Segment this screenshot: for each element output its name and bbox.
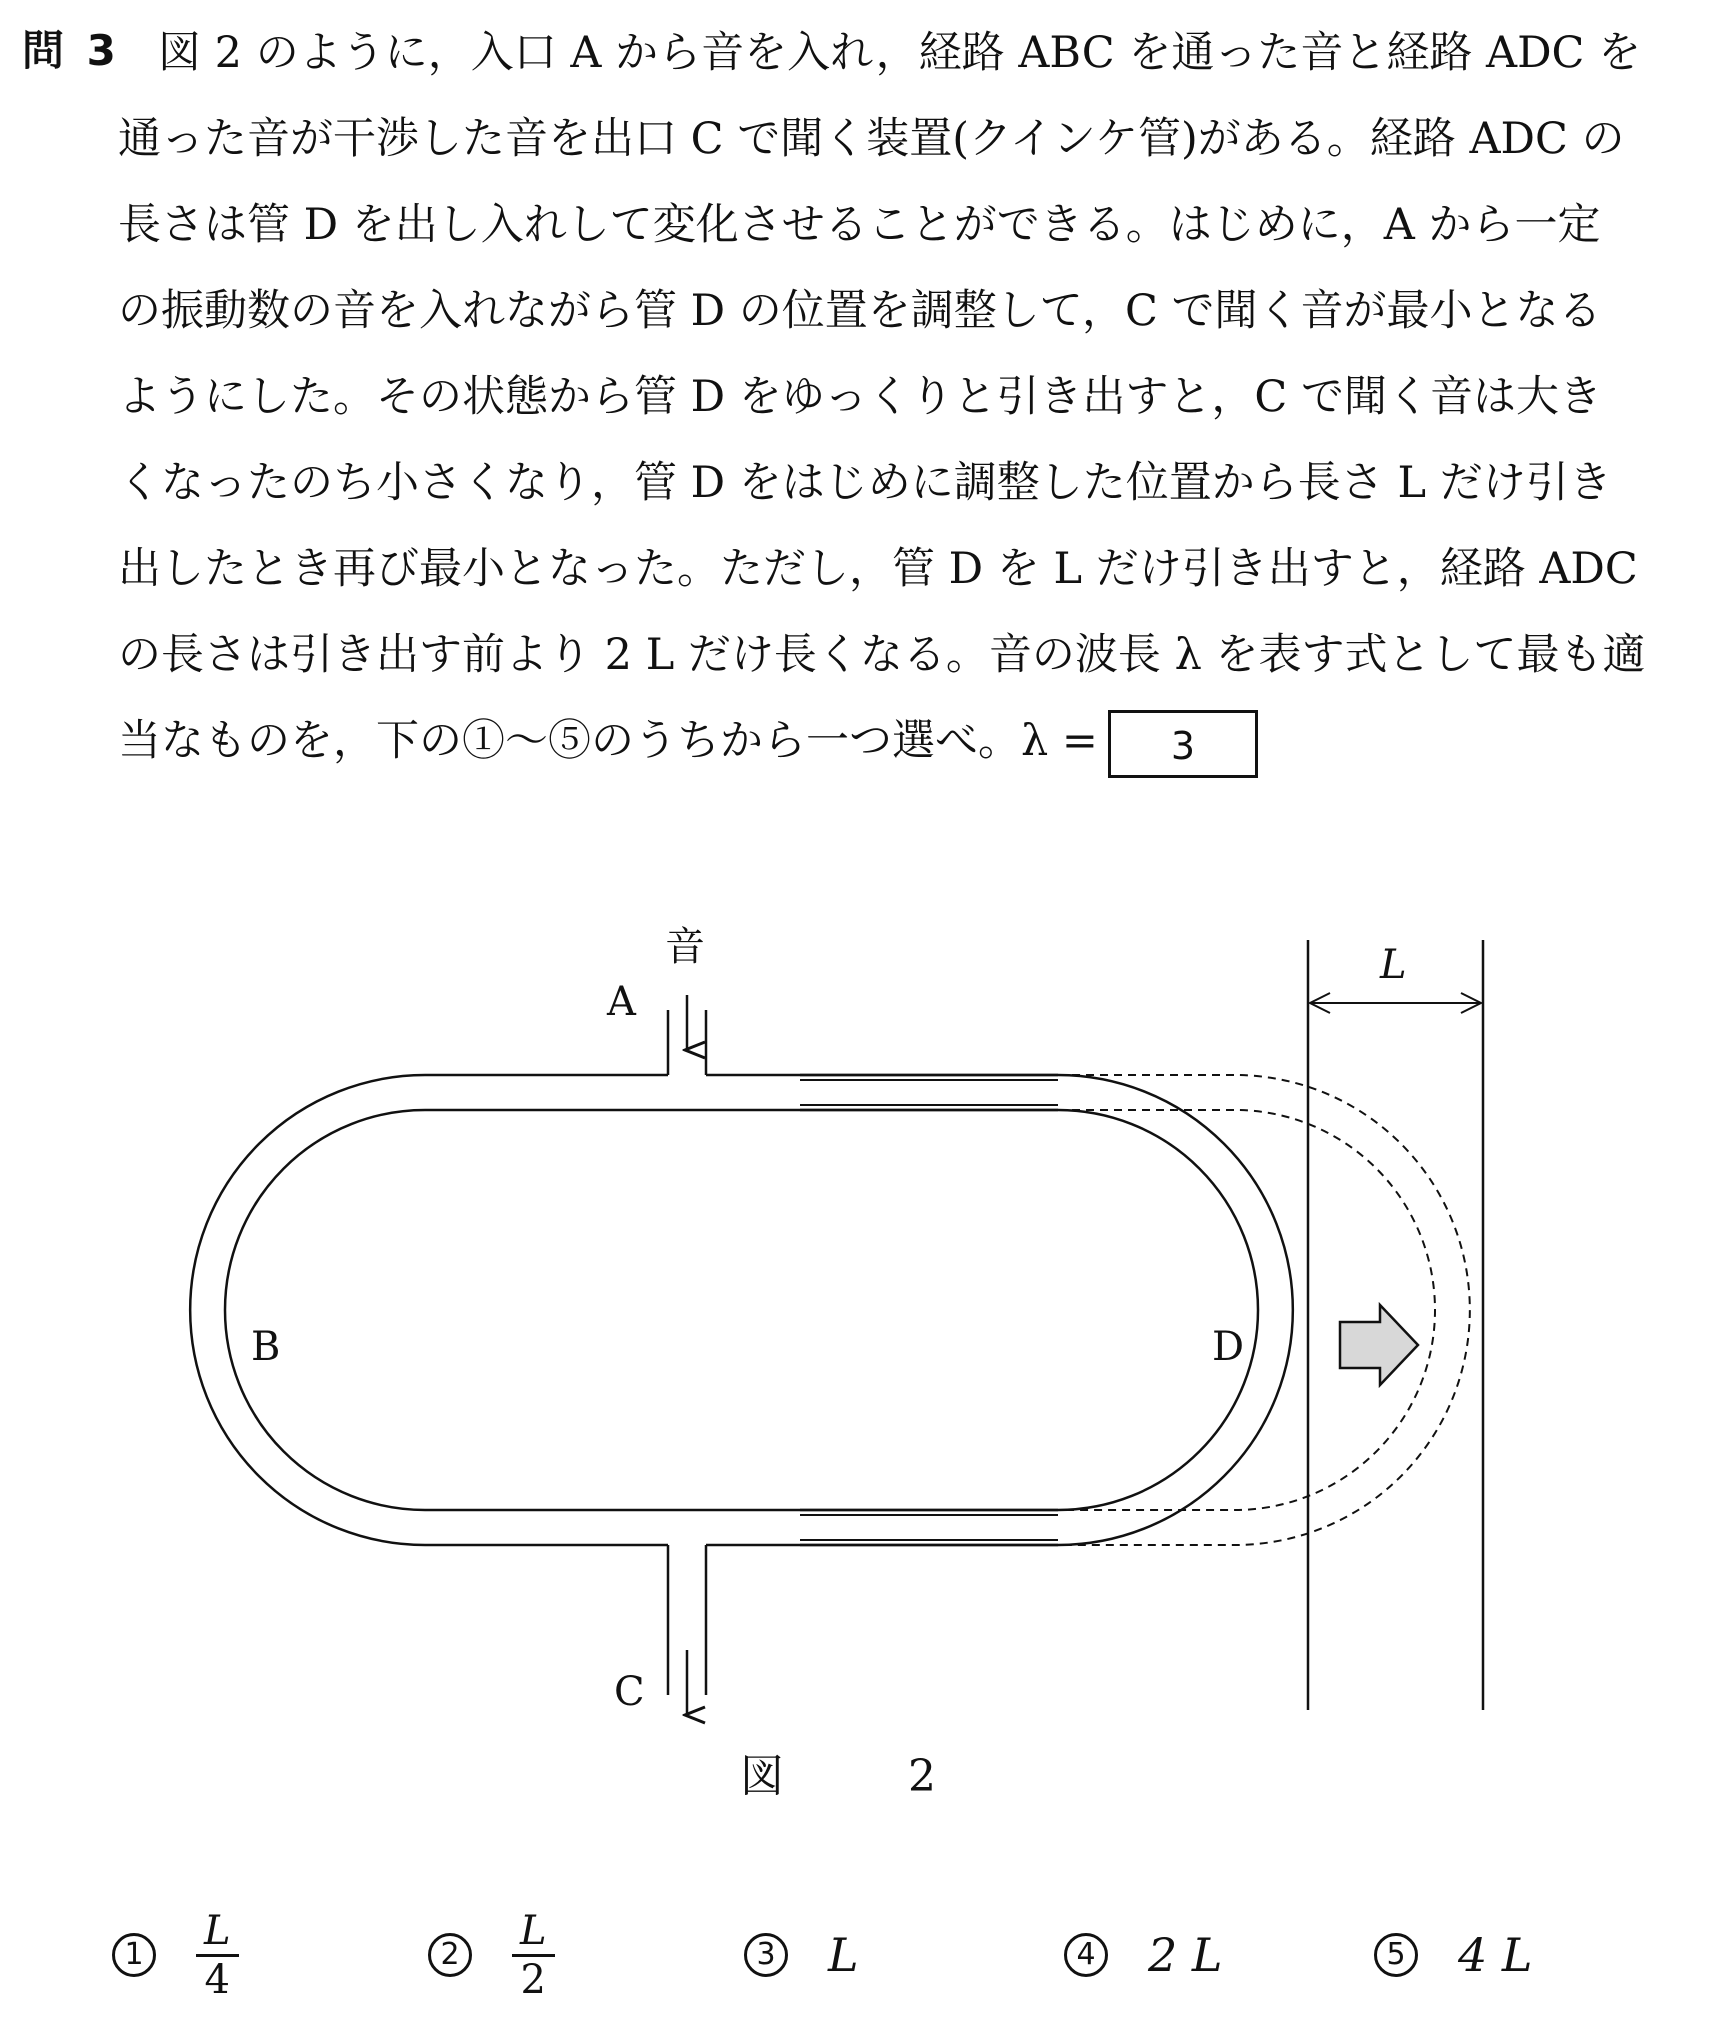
slide-d-inner bbox=[800, 1110, 1258, 1510]
slide-d-extended bbox=[1058, 1075, 1470, 1545]
fraction-numerator: L bbox=[196, 1908, 239, 1957]
l-dimension-arrow bbox=[1310, 993, 1481, 1013]
label-c: C bbox=[614, 1669, 645, 1715]
choice-value: 4 L bbox=[1458, 1928, 1533, 1982]
choice-3[interactable] bbox=[744, 1900, 859, 2010]
fraction-denominator: 4 bbox=[204, 1956, 230, 2003]
choice-number: 4 bbox=[1064, 1933, 1108, 1977]
question-line: 図 2 のように，入口 A から音を入れ，経路 ABC を通った音と経路 ADC を bbox=[158, 28, 1642, 78]
question-line: の振動数の音を入れながら管 D の位置を調整して，C で聞く音が最小となる bbox=[118, 286, 1602, 336]
question-line-text: 当なものを，下の①～⑤のうちから一つ選べ。λ = bbox=[118, 716, 1098, 766]
choice-number: 2 bbox=[428, 1933, 472, 1977]
pull-direction-arrow bbox=[1340, 1305, 1418, 1385]
fraction-numerator: L bbox=[512, 1908, 555, 1957]
label-d: D bbox=[1212, 1324, 1245, 1370]
choice-number: 5 bbox=[1374, 1933, 1418, 1977]
question-line: の長さは引き出す前より 2 L だけ長くなる。音の波長 λ を表す式として最も適 bbox=[118, 630, 1646, 680]
choice-value: 2 L bbox=[1148, 1928, 1223, 1982]
choice-fraction bbox=[512, 1908, 555, 2003]
choice-number: 3 bbox=[744, 1933, 788, 1977]
question-line: ようにした。その状態から管 D をゆっくりと引き出すと，C で聞く音は大き bbox=[118, 372, 1602, 422]
choice-4[interactable] bbox=[1064, 1900, 1222, 2010]
question-line: 通った音が干渉した音を出口 C で聞く装置(クインケ管)がある。経路 ADC の bbox=[118, 114, 1625, 164]
tube-inner-left bbox=[225, 1110, 1058, 1510]
question-number: 問 3 bbox=[22, 26, 120, 75]
figure-caption: 図 2 bbox=[740, 1751, 976, 1802]
label-b: B bbox=[251, 1324, 281, 1370]
tube-outer-left bbox=[190, 1075, 668, 1545]
answer-choices bbox=[0, 1900, 1720, 2010]
label-l: L bbox=[1380, 942, 1407, 988]
choice-2[interactable] bbox=[428, 1900, 555, 2010]
choice-value: L bbox=[828, 1928, 859, 1982]
slide-d-outer bbox=[800, 1075, 1293, 1545]
label-a: A bbox=[607, 979, 636, 1025]
choice-fraction bbox=[196, 1908, 239, 2003]
fraction-denominator: 2 bbox=[520, 1956, 546, 2003]
answer-box[interactable]: 3 bbox=[1108, 710, 1258, 778]
choice-5[interactable] bbox=[1374, 1900, 1532, 2010]
question-line: 出したとき再び最小となった。ただし，管 D を L だけ引き出すと，経路 ADC bbox=[118, 544, 1638, 594]
question-line: 長さは管 D を出し入れして変化させることができる。はじめに，A から一定 bbox=[118, 200, 1601, 250]
label-sound: 音 bbox=[665, 924, 705, 970]
choice-number: 1 bbox=[112, 1933, 156, 1977]
question-line: くなったのち小さくなり，管 D をはじめに調整した位置から長さ L だけ引き bbox=[118, 458, 1612, 508]
choice-1[interactable] bbox=[112, 1900, 239, 2010]
